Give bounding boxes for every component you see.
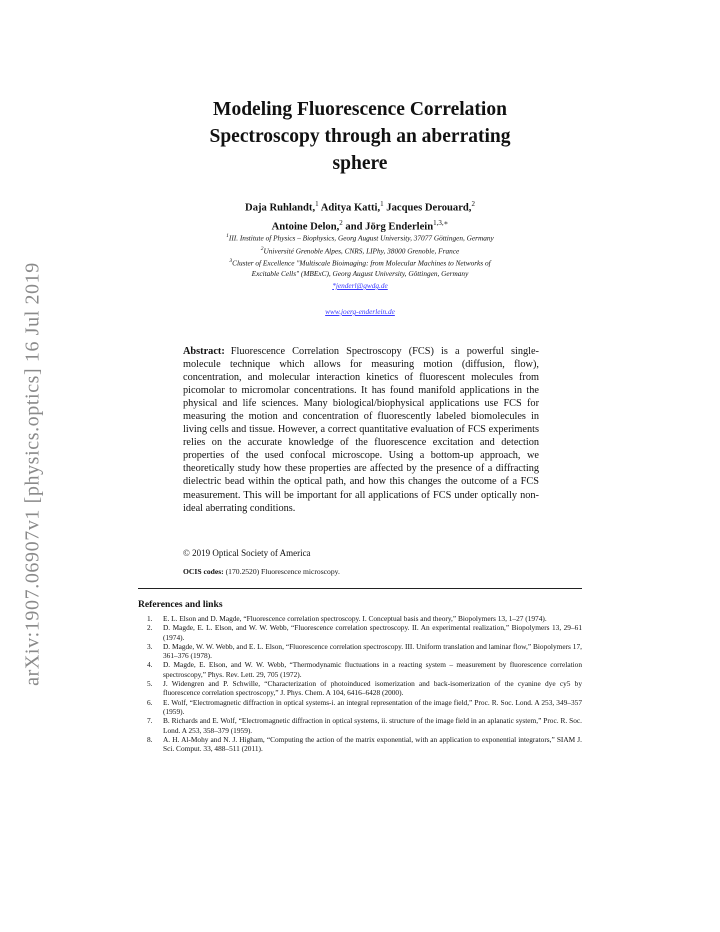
copyright: © 2019 Optical Society of America (183, 548, 311, 558)
reference-item (138, 716, 582, 735)
author-affil-mark: 2 (339, 218, 343, 227)
reference-number: 7. (147, 716, 153, 726)
reference-item (138, 614, 582, 623)
reference-item (138, 660, 582, 679)
references-list (138, 614, 582, 753)
author-name: Jacques Derouard, (386, 202, 472, 214)
reference-number: 4. (147, 660, 153, 670)
reference-item (138, 698, 582, 717)
author-name: and Jörg Enderlein (345, 221, 434, 233)
email-line (140, 281, 580, 290)
abstract-text: Fluorescence Correlation Spectroscopy (FCS) is a powerful single-molecule technique which allows for measuring motion (diffusion, flow), concentration, and molecular interaction kinetics of fluorescent molecules from picomolar to micromolar concentrations. It has found manifold applications in the physical and life sciences. Many biological/biophysical applications use FCS for measuring the motion and concentration of fluorescently labeled biomolecules in living cells and tissue. However, a correct quantitative evaluation of FCS experiments relies on the accurate knowledge of the fluorescence excitation and detection properties of the used confocal microscope. Using a bottom-up approach, we theoretically study how these properties are affected by the presence of a diffracting dielectric bead within the optical path, and how this changes the outcome of a FCS measurement. This will be important for all applications of FCS under optically non-ideal aberrating conditions. (183, 346, 539, 514)
reference-number: 8. (147, 734, 153, 744)
reference-item (138, 623, 582, 642)
reference-text: B. Richards and E. Wolf, “Electromagnetic diffraction in optical systems, ii. structure of the image field in an aplanatic system,” Proc. R. Soc. Lond. A 253, 358–379 (1959). (163, 716, 582, 735)
affiliation-line: $^1$III. Institute of Physics – Biophysics, Georg August University, 37077 Göttingen, Germany (226, 233, 494, 243)
reference-item (138, 679, 582, 698)
ocis-label: OCIS codes: (183, 567, 224, 576)
ocis-codes (183, 567, 340, 576)
author-name: Daja Ruhlandt, (245, 202, 316, 214)
reference-text: D. Magde, E. Elson, and W. W. Webb, “Thermodynamic fluctuations in a reacting system – measurement by fluorescence correlation spectroscopy,” Phys. Rev. Lett. 29, 705 (1972). (163, 660, 582, 679)
website-link[interactable]: www.joerg-enderlein.de (325, 307, 395, 316)
section-divider (138, 588, 582, 589)
affiliation-line: $^2$Université Grenoble Alpes, CNRS, LIPhy, 38000 Grenoble, France (260, 245, 460, 256)
arxiv-identifier: arXiv:1907.06907v1 [physics.optics] 16 Jul 2019 (21, 262, 44, 686)
abstract-label: Abstract: (183, 346, 225, 357)
references-heading: References and links (138, 599, 223, 610)
title-line: Spectroscopy through an aberrating (209, 126, 511, 147)
author-name: Antoine Delon, (271, 221, 340, 233)
author-affil-mark: 1 (315, 200, 319, 208)
author-affil-mark: 1,3,∗ (433, 218, 449, 227)
abstract (183, 345, 539, 515)
reference-number: 6. (147, 697, 153, 707)
ocis-text: (170.2520) Fluorescence microscopy. (225, 567, 340, 576)
reference-text: E. Wolf, “Electromagnetic diffraction in optical systems-i. an integral representation of the image field,” Proc. R. Soc. Lond. A 253, 349–357 (1959). (163, 697, 582, 716)
reference-text: J. Widengren and P. Schwille, “Characterization of photoinduced isomerization and back-isomerization of the cyanine dye cy5 by fluorescence correlation spectroscopy,” J. Phys. Chem. A 104, 6416–6428 (2000). (163, 679, 582, 698)
affiliations (150, 231, 570, 279)
author-affil-mark: 2 (471, 200, 475, 208)
email-link[interactable]: *jenderl@gwdg.de (332, 281, 388, 290)
reference-text: D. Magde, W. W. Webb, and E. L. Elson, “Fluorescence correlation spectroscopy. III. Uniform translation and laminar flow,” Biopolymers 17, 361–376 (1978). (163, 641, 582, 661)
reference-text: E. L. Elson and D. Magde, “Fluorescence correlation spectroscopy. I. Conceptual basis and theory,” Biopolymers 13, 1–27 (1974). (163, 614, 547, 623)
reference-number: 5. (147, 679, 153, 689)
affiliation-line: Excitable Cells" (MBExC), Georg August University, Göttingen, Germany (251, 269, 469, 279)
affiliation-line: $^3$Cluster of Excellence "Multiscale Bioimaging: from Molecular Machines to Networks of (229, 258, 491, 268)
website-line (140, 307, 580, 316)
reference-number: 1. (147, 614, 153, 623)
title-line: Modeling Fluorescence Correlation (213, 99, 507, 120)
reference-item (138, 642, 582, 661)
reference-item (138, 735, 582, 754)
author-name: Aditya Katti, (320, 202, 381, 214)
paper-title (140, 96, 580, 177)
author-affil-mark: 1 (380, 200, 384, 208)
reference-number: 3. (147, 641, 153, 651)
author-list (140, 197, 580, 234)
arxiv-sidebar (18, 234, 48, 714)
reference-number: 2. (147, 623, 153, 633)
title-line: sphere (332, 153, 388, 174)
reference-text: A. H. Al-Mohy and N. J. Higham, “Computing the action of the matrix exponential, with an application to exponential integrators,” SIAM J. Sci. Comput. 33, 488–511 (2011). (163, 734, 582, 754)
reference-text: D. Magde, E. L. Elson, and W. W. Webb, “Fluorescence correlation spectroscopy. II. An experimental realization,” Biopolymers 13, 29–61 (1974). (163, 623, 582, 642)
